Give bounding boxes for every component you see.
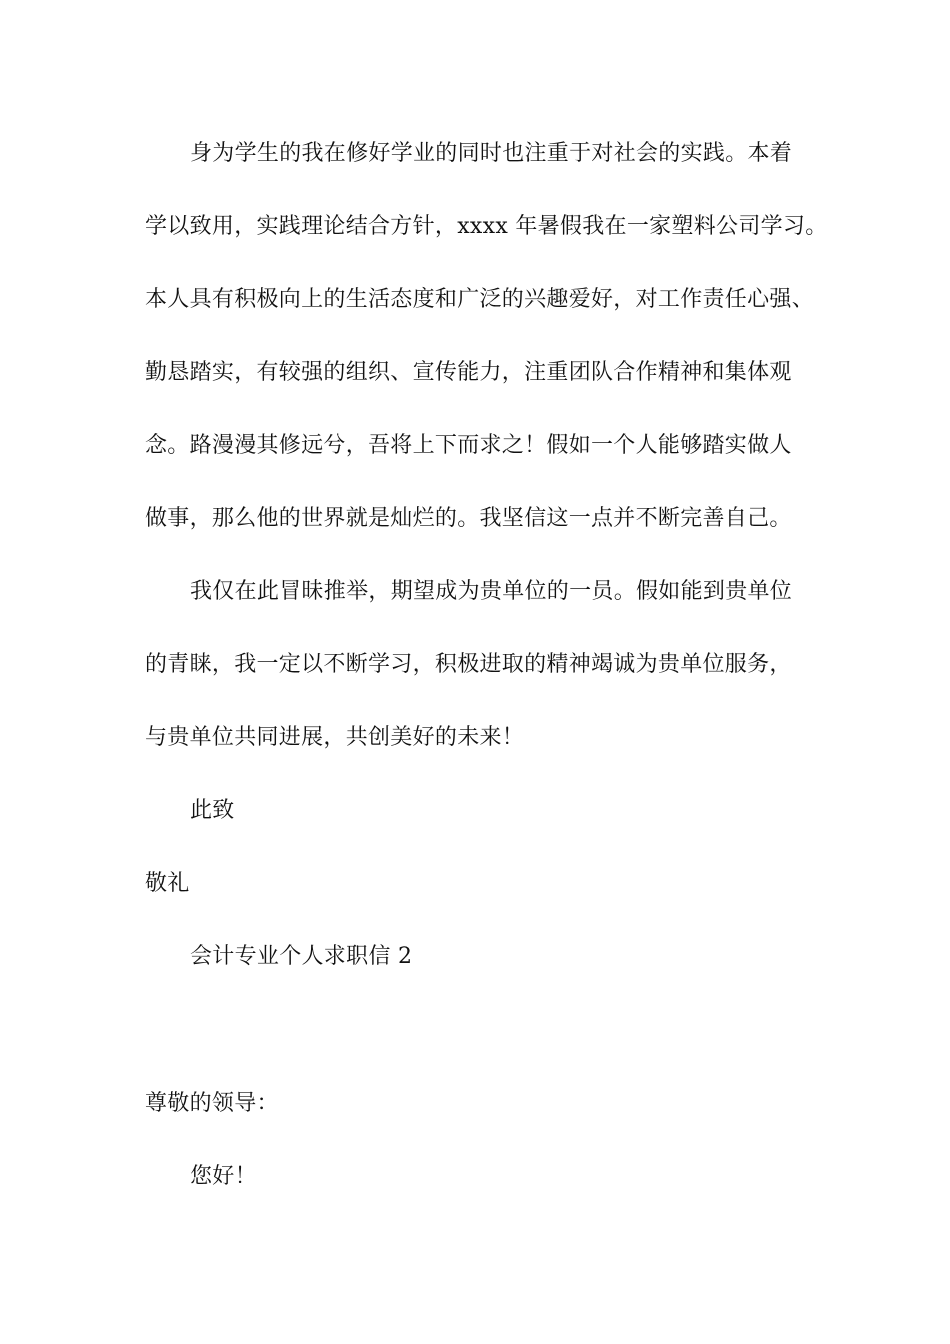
greeting: 您好！ — [190, 1164, 257, 1189]
letter-2-title: 会计专业个人求职信 2 — [190, 944, 413, 969]
paragraph-1-line-4: 勤恳踏实，有较强的组织、宣传能力，注重团队合作精神和集体观 — [145, 360, 792, 385]
closing-ci-zhi: 此致 — [190, 798, 235, 823]
paragraph-1-line-1: 身为学生的我在修好学业的同时也注重于对社会的实践。本着 — [190, 141, 793, 166]
paragraph-1-line-6: 做事，那么他的世界就是灿烂的。我坚信这一点并不断完善自己。 — [145, 506, 792, 531]
paragraph-2-line-2: 的青睐，我一定以不断学习，积极进取的精神竭诚为贵单位服务， — [145, 652, 792, 677]
paragraph-2-line-1: 我仅在此冒昧推举，期望成为贵单位的一员。假如能到贵单位 — [190, 579, 793, 604]
salutation: 尊敬的领导： — [145, 1091, 279, 1116]
closing-jing-li: 敬礼 — [145, 871, 190, 896]
paragraph-2-line-3: 与贵单位共同进展，共创美好的未来！ — [145, 725, 525, 750]
paragraph-1-line-5: 念。路漫漫其修远兮，吾将上下而求之！假如一个人能够踏实做人 — [145, 433, 792, 458]
paragraph-1-line-3: 本人具有积极向上的生活态度和广泛的兴趣爱好，对工作责任心强、 — [145, 287, 815, 312]
paragraph-1-line-2: 学以致用，实践理论结合方针，xxxx 年暑假我在一家塑料公司学习。 — [145, 214, 828, 239]
